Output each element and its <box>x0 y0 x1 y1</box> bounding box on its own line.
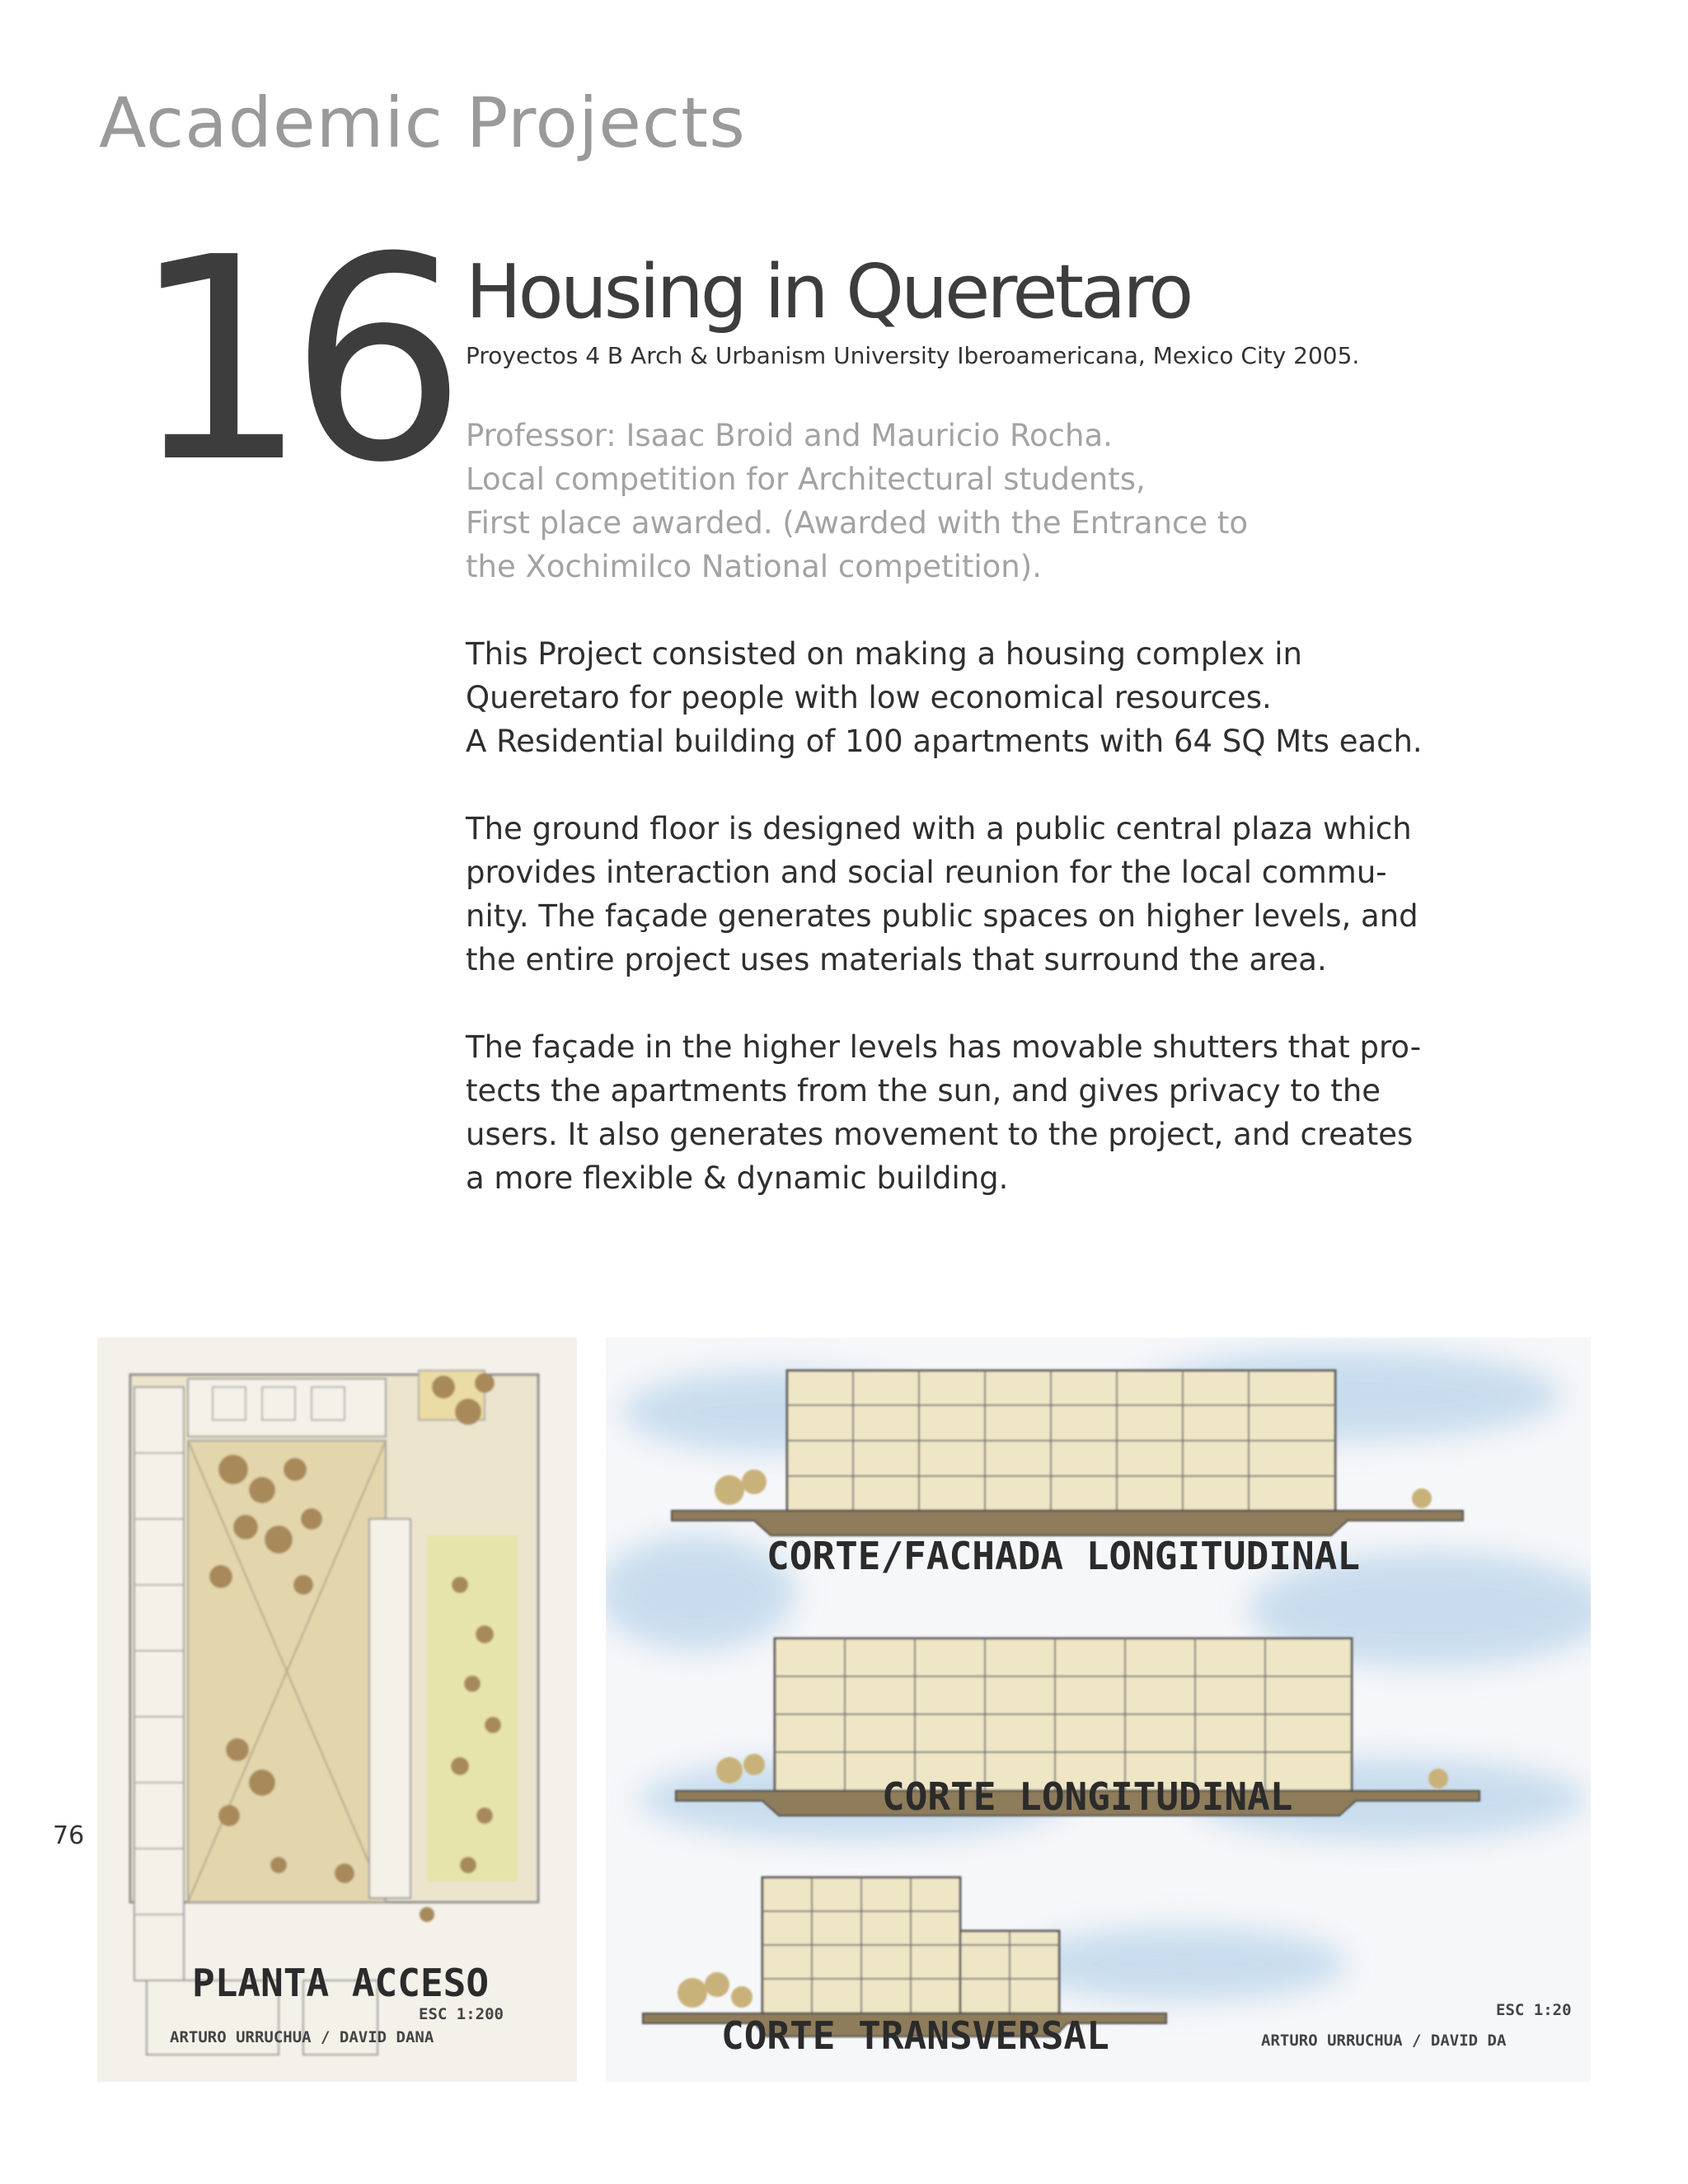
paragraph-line: users. It also generates movement to the project, and creates <box>466 1117 1414 1152</box>
paragraph-line: A Residential building of 100 apartments with 64 SQ Mts each. <box>466 724 1423 759</box>
project-description <box>466 247 1504 1200</box>
credit-line: the Xochimilco National competition). <box>466 549 1042 584</box>
paragraph-facade <box>466 1025 1504 1200</box>
paragraph-line: the entire project uses materials that surround the area. <box>466 942 1327 977</box>
paragraph-line: tects the apartments from the sun, and gives privacy to the <box>466 1073 1381 1108</box>
paragraph-ground-floor <box>466 807 1504 982</box>
paragraph-line: This Project consisted on making a housing complex in <box>466 636 1302 672</box>
section-title: Academic Projects <box>99 82 746 163</box>
project-credits <box>466 414 1504 588</box>
plan-label: PLANTA ACCESO <box>192 1961 490 2005</box>
project-subtitle: Proyectos 4 B Arch & Urbanism University Iberoamericana, Mexico City 2005. <box>466 342 1360 369</box>
plan-drawing <box>97 1338 577 2082</box>
paragraph-line: a more flexible & dynamic building. <box>466 1160 1009 1196</box>
paragraph-line: The façade in the higher levels has movable shutters that pro- <box>466 1029 1422 1065</box>
project-number: 16 <box>130 198 448 524</box>
sections-drawing <box>606 1338 1591 2082</box>
sections-illustration <box>606 1338 1591 2082</box>
plan-authors: ARTURO URRUCHUA / DAVID DANA <box>170 2028 434 2046</box>
section-3-label: CORTE TRANSVERSAL <box>721 2013 1109 2058</box>
credit-line: Local competition for Architectural students, <box>466 462 1146 497</box>
plan-scale: ESC 1:200 <box>419 2005 504 2023</box>
paragraph-line: provides interaction and social reunion for the local commu- <box>466 855 1387 890</box>
paragraph-line: Queretaro for people with low economical resources. <box>466 680 1272 715</box>
sections-scale: ESC 1:20 <box>1496 2001 1572 2019</box>
section-2-label: CORTE LONGITUDINAL <box>882 1774 1293 1819</box>
section-1-label: CORTE/FACHADA LONGITUDINAL <box>767 1534 1361 1578</box>
page-number: 76 <box>53 1821 85 1850</box>
credit-line: Professor: Isaac Broid and Mauricio Rocha. <box>466 418 1113 453</box>
paragraph-line: The ground floor is designed with a public central plaza which <box>466 811 1412 846</box>
credit-line: First place awarded. (Awarded with the Entrance to <box>466 505 1249 541</box>
project-title: Housing in Queretaro <box>466 249 1191 335</box>
paragraph-line: nity. The façade generates public spaces on higher levels, and <box>466 898 1418 934</box>
sections-authors: ARTURO URRUCHUA / DAVID DA <box>1261 2032 1507 2050</box>
paragraph-overview <box>466 632 1504 763</box>
